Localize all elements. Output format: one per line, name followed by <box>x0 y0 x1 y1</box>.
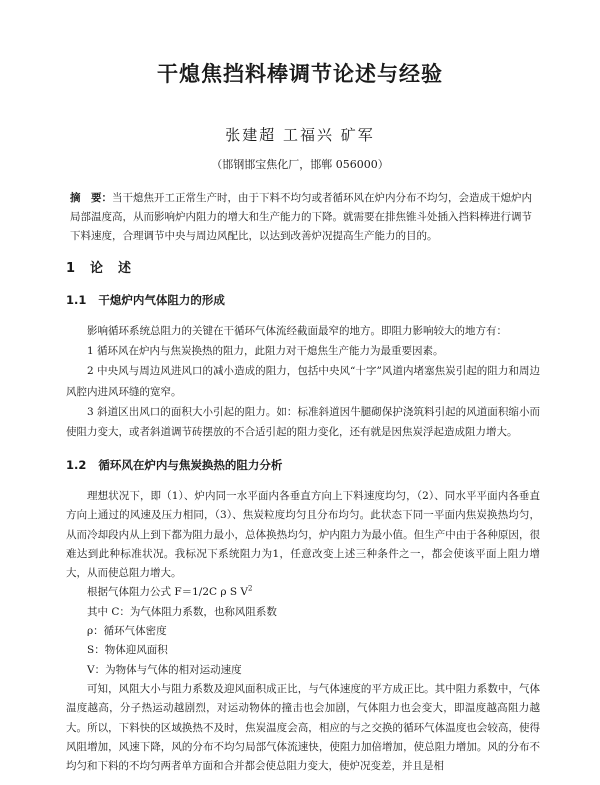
paragraph: 可知，风阻大小与阻力系数及迎风面积成正比，与气体速度的平方成正比。其中阻力系数中，气体温度越高，分子热运动越剧烈，对运动物体的撞击也会加剧，气体阻力也会变大，即温度越高阻力越大。所以，下料快的区域换热不及时，焦炭温度会高，相应的与之交换的循环气体温度也会较高，使得风阻增加，风速下降，风的分布不均匀局部气体流速快，使阻力加倍增加，使总阻力增加。风的分布不均匀和下料的不均匀两者单方面和合并都会使总阻力变大，使炉况变差，并且是相 <box>66 682 540 773</box>
formula-exponent: 2 <box>248 584 253 593</box>
section-1-1-body <box>66 321 540 442</box>
variable-definition: V：为物体与气体的相对运动速度 <box>87 663 242 676</box>
section-1-2-body <box>66 487 540 776</box>
paragraph: 2 中央风与周边风进风口的减小造成的阻力，包括中央风“十字”风道内堵塞焦炭引起的阻力和周边风腔内进风环缝的宽窄。 <box>66 365 540 398</box>
variable-definition: 其中 C：为气体阻力系数，也称风阻系数 <box>87 605 277 618</box>
paragraph: 3 斜道区出风口的面积大小引起的阻力。如：标准斜道因牛腿砌保护浇筑料引起的风道面积缩小而使阻力变大，或者斜道调节砖摆放的不合适引起的阻力变化，还有就是因焦炭浮起造成阻力增大。 <box>66 405 540 439</box>
subsection-number: 1.1 <box>66 293 87 307</box>
section-heading-1 <box>66 257 132 276</box>
paper-title: 干熄焦挡料棒调节论述与经验 <box>157 62 443 86</box>
subsection-title: 干熄炉内气体阻力的形成 <box>98 293 225 307</box>
section-title: 论 述 <box>90 261 133 276</box>
abstract-label: 摘 要： <box>70 192 112 204</box>
author-list: 张建超 工福兴 矿军 <box>225 126 375 144</box>
subsection-heading-1-1 <box>66 292 225 308</box>
abstract <box>70 189 532 246</box>
subsection-heading-1-2 <box>66 457 282 473</box>
drag-formula <box>66 583 540 602</box>
paragraph: 1 循环风在炉内与焦炭换热的阻力，此阻力对干熄焦生产能力为最重要因素。 <box>87 345 444 358</box>
abstract-text: 当干熄焦开工正常生产时，由于下料不均匀或者循环风在炉内分布不均匀，会造成干熄炉内局部温度高，从而影响炉内阻力的增大和生产能力的下降。就需要在排焦锥斗处插入挡料棒进行调节下料速度，合理调节中央与周边风配比，以达到改善炉况提高生产能力的目的。 <box>70 192 532 242</box>
paragraph: 影响循环系统总阻力的关键在干循环气体流经截面最窄的地方。即阻力影响较大的地方有： <box>87 325 507 337</box>
variable-definition: S：物体迎风面积 <box>87 644 168 657</box>
formula-text: 根据气体阻力公式 F＝1/2C ρ S V <box>87 586 249 599</box>
paragraph: 理想状况下，即（1）、炉内同一水平面内各垂直方向上下料速度均匀，（2）、同水平平面内各垂直方向上通过的风速及压力相同，（3）、焦炭粒度均匀且分布均匀。此状态下同一平面内焦炭换热均匀，从而冷却段内从上到下都为阻力最小，总体换热均匀，炉内阻力为最小值。但生产中由于各种原因，很难达到此种标准状况。我标况下系统阻力为1，任意改变上述三种条件之一，都会使该平面上阻力增大，从而使总阻力增大。 <box>66 490 540 580</box>
subsection-number: 1.2 <box>66 458 87 472</box>
subsection-title: 循环风在炉内与焦炭换热的阻力分析 <box>98 458 283 472</box>
variable-definition: ρ：循环气体密度 <box>87 625 167 638</box>
affiliation: （邯钢邯宝焦化厂，邯郸 056000） <box>211 158 389 171</box>
section-number: 1 <box>66 261 77 276</box>
